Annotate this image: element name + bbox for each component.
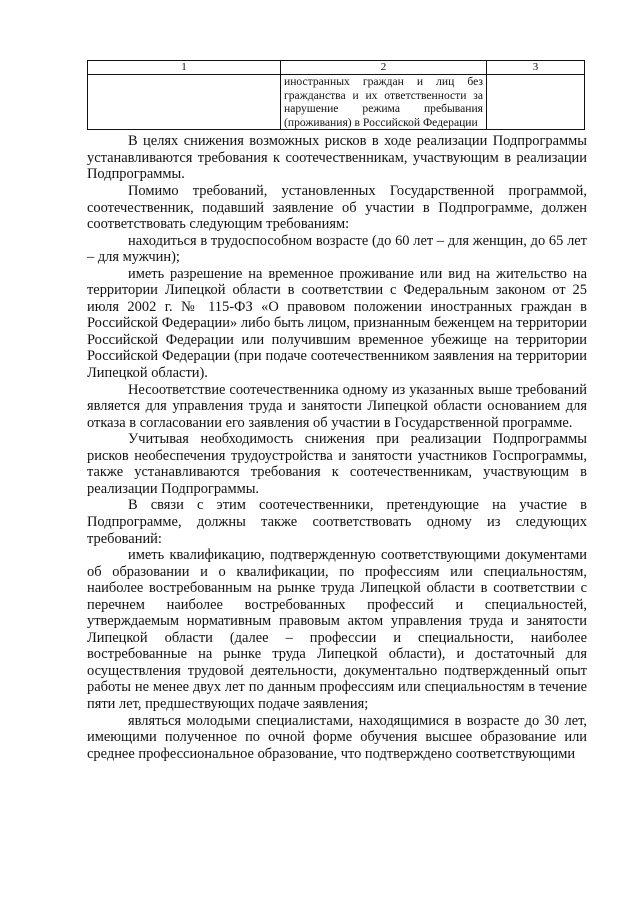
table-cell-col1 bbox=[88, 75, 281, 130]
continued-table bbox=[87, 60, 585, 130]
table-header-row bbox=[88, 61, 585, 75]
paragraph-one-of-requirements: В связи с этим соотечественники, претендующие на участие в Подпрограмме, должны также соответствовать одному из следующих требований: bbox=[87, 497, 587, 547]
table-header-cell-3: 3 bbox=[487, 61, 585, 75]
paragraph-risk-intro: В целях снижения возможных рисков в ходе реализации Подпрограммы устанавливаются требования к соотечественникам, участвующим в реализации Подпрограммы. bbox=[87, 133, 587, 183]
document-body bbox=[87, 133, 587, 762]
table-cell-col2: иностранных граждан и лиц без гражданства и их ответственности за нарушение режима пребывания (проживания) в Российской Федерации bbox=[281, 75, 487, 130]
paragraph-qualification: иметь квалификацию, подтвержденную соответствующими документами об образовании и о квалификации, по профессиям или специальностям, наиболее востребованным на рынке труда Липецкой области в соответствии с перечнем наиболее востребованных профессий и специальностей, утверждаемым нормативным правовым актом управления труда и занятости Липецкой области (далее – профессии и специальности, наиболее востребованные на рынке труда Липецкой области), и достаточный для осуществления трудовой деятельности, документально подтвержденный опыт работы не менее двух лет по данным профессиям или специальностям в течение пяти лет, предшествующих подаче заявления; bbox=[87, 547, 587, 712]
paragraph-residence-permit: иметь разрешение на временное проживание или вид на жительство на территории Липецкой области в соответствии с Федеральным законом от 25 июля 2002 г. № 115-ФЗ «О правовом положении иностранных граждан в Российской Федерации» либо быть лицом, признанным беженцем на территории Российской Федерации или получившим временное убежище на территории Российской Федерации (при подаче соотечественником заявления на территории Липецкой области). bbox=[87, 265, 587, 382]
paragraph-working-age: находиться в трудоспособном возрасте (до 60 лет – для женщин, до 65 лет – для мужчин); bbox=[87, 232, 587, 266]
table-header-cell-1: 1 bbox=[88, 61, 281, 75]
document-page bbox=[87, 60, 587, 762]
paragraph-young-specialists: являться молодыми специалистами, находящимися в возрасте до 30 лет, имеющими полученное по очной форме обучения высшее образование или среднее профессиональное образование, что подтверждено соответствующими bbox=[87, 712, 587, 762]
paragraph-additional-requirements: Помимо требований, установленных Государственной программой, соотечественник, подавший заявление об участии в Подпрограмме, должен соответствовать следующим требованиям: bbox=[87, 183, 587, 233]
table-header-cell-2: 2 bbox=[281, 61, 487, 75]
table-row bbox=[88, 75, 585, 130]
table-cell-col3 bbox=[487, 75, 585, 130]
paragraph-noncompliance: Несоответствие соотечественника одному из указанных выше требований является для управления труда и занятости Липецкой области основанием для отказа в согласовании его заявления об участии в Государственной программе. bbox=[87, 381, 587, 431]
paragraph-employment-risks: Учитывая необходимость снижения при реализации Подпрограммы рисков необеспечения трудоустройства и занятости участников Госпрограммы, также устанавливаются требования к соотечественникам, участвующим в реализации Подпрограммы. bbox=[87, 431, 587, 497]
